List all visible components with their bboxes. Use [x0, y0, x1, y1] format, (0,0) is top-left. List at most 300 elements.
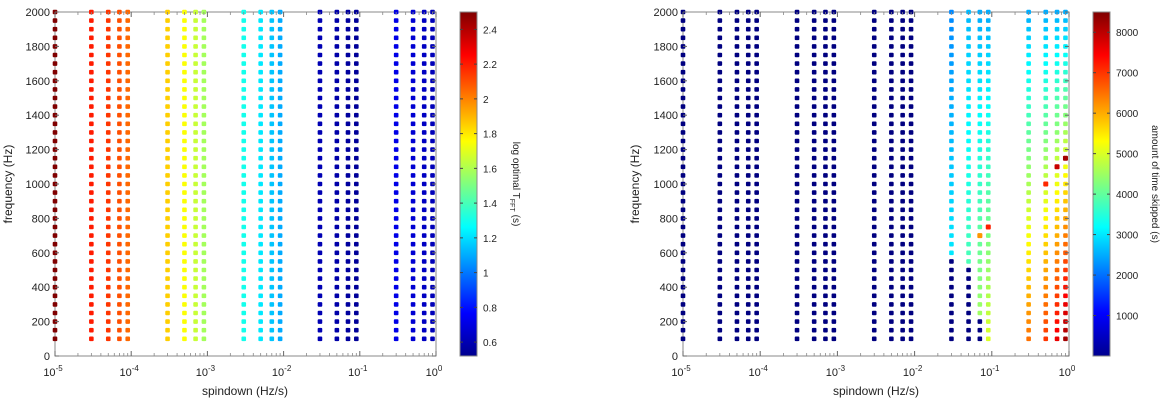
- scatter-point: [430, 139, 435, 144]
- scatter-point: [1055, 259, 1060, 264]
- scatter-point: [422, 328, 427, 333]
- scatter-point: [258, 259, 263, 264]
- scatter-point: [106, 294, 111, 299]
- scatter-point: [269, 337, 274, 342]
- scatter-point: [278, 233, 283, 238]
- scatter-point: [165, 79, 170, 84]
- chart-left-colorbar-tick-label: 1.6: [483, 164, 497, 176]
- scatter-point: [125, 96, 130, 101]
- scatter-point: [165, 87, 170, 92]
- scatter-point: [1026, 147, 1031, 152]
- scatter-point: [182, 96, 187, 101]
- scatter-point: [241, 61, 246, 66]
- scatter-point: [278, 225, 283, 230]
- scatter-point: [269, 242, 274, 247]
- scatter-point: [795, 18, 800, 23]
- scatter-point: [823, 113, 828, 118]
- scatter-point: [823, 294, 828, 299]
- scatter-point: [823, 268, 828, 273]
- scatter-point: [812, 259, 817, 264]
- chart-right-colorbar: [1093, 12, 1160, 356]
- scatter-point: [754, 276, 759, 281]
- scatter-point: [832, 139, 837, 144]
- scatter-point: [718, 36, 723, 41]
- scatter-point: [335, 216, 340, 221]
- scatter-point: [318, 216, 323, 221]
- scatter-point: [900, 233, 905, 238]
- scatter-point: [394, 96, 399, 101]
- scatter-point: [394, 113, 399, 118]
- scatter-point: [202, 173, 207, 178]
- scatter-point: [900, 276, 905, 281]
- scatter-point: [202, 225, 207, 230]
- scatter-point: [889, 276, 894, 281]
- scatter-point: [900, 61, 905, 66]
- scatter-point: [1055, 53, 1060, 58]
- scatter-point: [354, 319, 359, 324]
- scatter-point: [182, 294, 187, 299]
- scatter-point: [269, 87, 274, 92]
- scatter-point: [202, 44, 207, 49]
- scatter-point: [1055, 36, 1060, 41]
- chart-left-y-tick-label: 600: [31, 247, 50, 260]
- scatter-point: [318, 199, 323, 204]
- scatter-point: [411, 311, 416, 316]
- scatter-point: [335, 44, 340, 49]
- chart-left-x-tick-label: $10^{-3}$: [195, 364, 216, 379]
- scatter-point: [795, 319, 800, 324]
- scatter-point: [1043, 225, 1048, 230]
- scatter-point: [718, 311, 723, 316]
- scatter-point: [718, 53, 723, 58]
- scatter-point: [106, 259, 111, 264]
- scatter-point: [735, 242, 740, 247]
- scatter-point: [754, 302, 759, 307]
- scatter-point: [430, 199, 435, 204]
- scatter-point: [165, 104, 170, 109]
- scatter-point: [1026, 251, 1031, 256]
- scatter-point: [318, 251, 323, 256]
- scatter-point: [165, 122, 170, 127]
- scatter-point: [1026, 104, 1031, 109]
- scatter-point: [735, 225, 740, 230]
- scatter-point: [681, 302, 686, 307]
- scatter-point: [394, 44, 399, 49]
- scatter-point: [986, 122, 991, 127]
- scatter-point: [117, 36, 122, 41]
- scatter-point: [978, 208, 983, 213]
- scatter-point: [430, 122, 435, 127]
- scatter-point: [53, 242, 58, 247]
- scatter-point: [872, 156, 877, 161]
- scatter-point: [318, 122, 323, 127]
- scatter-point: [1055, 311, 1060, 316]
- scatter-point: [106, 147, 111, 152]
- scatter-point: [1043, 259, 1048, 264]
- scatter-point: [1055, 44, 1060, 49]
- scatter-point: [53, 61, 58, 66]
- scatter-point: [165, 319, 170, 324]
- scatter-point: [278, 328, 283, 333]
- scatter-point: [89, 113, 94, 118]
- scatter-point: [430, 302, 435, 307]
- scatter-point: [823, 199, 828, 204]
- scatter-point: [966, 268, 971, 273]
- scatter-point: [193, 173, 198, 178]
- scatter-point: [241, 225, 246, 230]
- scatter-point: [754, 122, 759, 127]
- scatter-point: [832, 276, 837, 281]
- scatter-point: [53, 233, 58, 238]
- scatter-point: [735, 165, 740, 170]
- scatter-point: [430, 36, 435, 41]
- scatter-point: [1063, 294, 1068, 299]
- scatter-point: [106, 225, 111, 230]
- scatter-point: [949, 79, 954, 84]
- chart-right-colorbar-gradient: [1093, 12, 1110, 356]
- scatter-point: [1026, 285, 1031, 290]
- scatter-point: [1026, 113, 1031, 118]
- scatter-point: [117, 208, 122, 213]
- scatter-point: [318, 285, 323, 290]
- scatter-point: [394, 208, 399, 213]
- scatter-point: [966, 319, 971, 324]
- chart-right-colorbar-tick-label: 4000: [1116, 190, 1139, 202]
- scatter-point: [986, 104, 991, 109]
- scatter-point: [978, 319, 983, 324]
- scatter-point: [202, 216, 207, 221]
- scatter-point: [258, 225, 263, 230]
- scatter-point: [278, 61, 283, 66]
- scatter-point: [269, 53, 274, 58]
- scatter-point: [318, 113, 323, 118]
- scatter-point: [53, 130, 58, 135]
- scatter-point: [346, 268, 351, 273]
- scatter-point: [1063, 302, 1068, 307]
- scatter-point: [278, 156, 283, 161]
- scatter-point-outlier: [1063, 156, 1068, 161]
- scatter-point: [182, 311, 187, 316]
- scatter-point: [746, 328, 751, 333]
- scatter-point: [89, 104, 94, 109]
- scatter-point: [125, 79, 130, 84]
- scatter-point: [346, 251, 351, 256]
- scatter-point: [318, 156, 323, 161]
- scatter-point: [949, 173, 954, 178]
- scatter-point: [354, 233, 359, 238]
- scatter-point: [278, 165, 283, 170]
- scatter-point: [900, 328, 905, 333]
- scatter-point: [193, 259, 198, 264]
- chart-right-y-tick-label: 200: [659, 316, 678, 329]
- scatter-point: [411, 104, 416, 109]
- scatter-point: [106, 199, 111, 204]
- scatter-point: [335, 130, 340, 135]
- scatter-point: [53, 173, 58, 178]
- scatter-point: [1043, 216, 1048, 221]
- scatter-point: [978, 276, 983, 281]
- scatter-point: [986, 302, 991, 307]
- scatter-point: [966, 165, 971, 170]
- scatter-point: [125, 173, 130, 178]
- scatter-point: [735, 79, 740, 84]
- scatter-point: [241, 182, 246, 187]
- scatter-point: [1026, 242, 1031, 247]
- scatter-point: [986, 251, 991, 256]
- scatter-point: [346, 70, 351, 75]
- scatter-point: [978, 130, 983, 135]
- scatter-point: [165, 216, 170, 221]
- scatter-point: [411, 27, 416, 32]
- scatter-point: [909, 208, 914, 213]
- scatter-point: [117, 285, 122, 290]
- scatter-point: [89, 182, 94, 187]
- scatter-point: [889, 302, 894, 307]
- chart-right-colorbar-tick-label: 3000: [1116, 230, 1139, 242]
- scatter-point: [241, 276, 246, 281]
- scatter-point: [117, 199, 122, 204]
- scatter-point: [411, 337, 416, 342]
- scatter-point: [53, 87, 58, 92]
- scatter-point: [202, 130, 207, 135]
- scatter-point: [422, 251, 427, 256]
- scatter-point: [986, 96, 991, 101]
- scatter-point: [53, 199, 58, 204]
- scatter-point: [872, 208, 877, 213]
- scatter-point: [193, 268, 198, 273]
- scatter-point: [900, 104, 905, 109]
- chart-left-x-tick-label: $10^{-2}$: [271, 364, 292, 379]
- scatter-point: [346, 165, 351, 170]
- scatter-point: [125, 328, 130, 333]
- scatter-point: [125, 216, 130, 221]
- scatter-point: [430, 87, 435, 92]
- scatter-point: [986, 190, 991, 195]
- scatter-point: [193, 113, 198, 118]
- scatter-point: [900, 251, 905, 256]
- scatter-point: [1043, 70, 1048, 75]
- scatter-point: [1043, 233, 1048, 238]
- scatter-point: [125, 302, 130, 307]
- scatter-point: [718, 259, 723, 264]
- scatter-point: [165, 96, 170, 101]
- scatter-point: [422, 113, 427, 118]
- scatter-point: [106, 27, 111, 32]
- scatter-point: [812, 165, 817, 170]
- scatter-point: [900, 122, 905, 127]
- chart-left-y-tick-label: 1000: [25, 179, 50, 191]
- scatter-point: [241, 319, 246, 324]
- scatter-point: [354, 276, 359, 281]
- scatter-point: [1063, 173, 1068, 178]
- scatter-point: [411, 70, 416, 75]
- scatter-point: [430, 53, 435, 58]
- scatter-point: [1055, 294, 1060, 299]
- scatter-point: [832, 79, 837, 84]
- scatter-point: [832, 182, 837, 187]
- scatter-point: [978, 225, 983, 230]
- scatter-point: [754, 113, 759, 118]
- scatter-point: [900, 216, 905, 221]
- scatter-point: [193, 18, 198, 23]
- scatter-point: [909, 182, 914, 187]
- scatter-point-outlier: [1043, 182, 1048, 187]
- scatter-point: [1043, 79, 1048, 84]
- scatter-point: [411, 328, 416, 333]
- scatter-point: [202, 294, 207, 299]
- scatter-point: [966, 53, 971, 58]
- scatter-point: [346, 225, 351, 230]
- scatter-point: [978, 61, 983, 66]
- chart-right-x-tick-label: $10^0$: [1058, 364, 1076, 379]
- scatter-point: [795, 242, 800, 247]
- scatter-point: [89, 225, 94, 230]
- scatter-point: [422, 225, 427, 230]
- scatter-point: [746, 130, 751, 135]
- scatter-point: [394, 61, 399, 66]
- scatter-point: [241, 302, 246, 307]
- scatter-point: [978, 18, 983, 23]
- scatter-point: [89, 259, 94, 264]
- scatter-point: [735, 122, 740, 127]
- chart-right-colorbar-tick-label: 5000: [1116, 149, 1139, 161]
- scatter-point: [681, 268, 686, 273]
- scatter-point: [735, 233, 740, 238]
- scatter-point: [812, 87, 817, 92]
- scatter-point: [182, 70, 187, 75]
- scatter-point: [53, 225, 58, 230]
- scatter-point: [318, 87, 323, 92]
- scatter-point: [89, 79, 94, 84]
- chart-right-y-label: frequency (Hz): [628, 144, 642, 224]
- scatter-point: [872, 199, 877, 204]
- scatter-point: [754, 199, 759, 204]
- chart-left-y-tick-label: 1800: [25, 41, 50, 54]
- scatter-point: [394, 79, 399, 84]
- scatter-point: [746, 79, 751, 84]
- scatter-point: [889, 87, 894, 92]
- scatter-point: [900, 259, 905, 264]
- scatter-point: [872, 276, 877, 281]
- scatter-point: [202, 319, 207, 324]
- scatter-point: [754, 104, 759, 109]
- scatter-point: [258, 208, 263, 213]
- scatter-point: [241, 113, 246, 118]
- scatter-point: [1043, 190, 1048, 195]
- scatter-point: [681, 173, 686, 178]
- scatter-point: [335, 70, 340, 75]
- scatter-point: [718, 104, 723, 109]
- scatter-point: [900, 130, 905, 135]
- scatter-point: [823, 225, 828, 230]
- scatter-point: [900, 36, 905, 41]
- scatter-point: [278, 44, 283, 49]
- scatter-point: [278, 216, 283, 221]
- scatter-point: [335, 96, 340, 101]
- scatter-point: [795, 96, 800, 101]
- chart-left: [1, 7, 521, 398]
- scatter-point: [735, 173, 740, 178]
- scatter-point: [966, 156, 971, 161]
- scatter-point: [117, 337, 122, 342]
- scatter-point: [278, 53, 283, 58]
- scatter-point: [812, 216, 817, 221]
- scatter-point: [872, 216, 877, 221]
- scatter-point: [1043, 156, 1048, 161]
- scatter-point: [411, 139, 416, 144]
- scatter-point: [269, 328, 274, 333]
- scatter-point: [125, 113, 130, 118]
- chart-right-colorbar-tick-label: 8000: [1116, 28, 1139, 40]
- scatter-point: [125, 44, 130, 49]
- scatter-point: [411, 61, 416, 66]
- scatter-point: [182, 268, 187, 273]
- scatter-point: [125, 27, 130, 32]
- scatter-point: [258, 147, 263, 152]
- scatter-point: [795, 233, 800, 238]
- scatter-point: [1026, 337, 1031, 342]
- scatter-point: [986, 139, 991, 144]
- scatter-point: [909, 294, 914, 299]
- scatter-point: [422, 294, 427, 299]
- scatter-point: [269, 319, 274, 324]
- scatter-point: [193, 276, 198, 281]
- scatter-point: [258, 182, 263, 187]
- scatter-point: [754, 44, 759, 49]
- scatter-point: [53, 302, 58, 307]
- scatter-point: [718, 61, 723, 66]
- scatter-point: [335, 242, 340, 247]
- scatter-point: [1055, 190, 1060, 195]
- scatter-point: [823, 173, 828, 178]
- scatter-point: [949, 199, 954, 204]
- scatter-point: [165, 302, 170, 307]
- scatter-point: [318, 208, 323, 213]
- scatter-point: [900, 190, 905, 195]
- scatter-point: [812, 156, 817, 161]
- scatter-point: [1063, 311, 1068, 316]
- scatter-point: [1043, 139, 1048, 144]
- scatter-point: [986, 276, 991, 281]
- scatter-point: [202, 337, 207, 342]
- scatter-point: [354, 27, 359, 32]
- scatter-point: [889, 36, 894, 41]
- scatter-point: [812, 337, 817, 342]
- scatter-point: [346, 311, 351, 316]
- scatter-point: [258, 268, 263, 273]
- scatter-point: [966, 285, 971, 290]
- scatter-point: [165, 70, 170, 75]
- scatter-point: [269, 225, 274, 230]
- scatter-point: [269, 27, 274, 32]
- scatter-point: [125, 311, 130, 316]
- scatter-point: [182, 27, 187, 32]
- scatter-point: [1026, 328, 1031, 333]
- scatter-point: [165, 276, 170, 281]
- scatter-point: [269, 165, 274, 170]
- chart-left-colorbar-label: [508, 142, 521, 227]
- scatter-point: [795, 190, 800, 195]
- scatter-point: [872, 61, 877, 66]
- scatter-point: [346, 216, 351, 221]
- scatter-point: [165, 268, 170, 273]
- scatter-point: [394, 251, 399, 256]
- scatter-point: [735, 96, 740, 101]
- scatter-point: [795, 122, 800, 127]
- scatter-point: [746, 104, 751, 109]
- scatter-point: [754, 173, 759, 178]
- scatter-point: [1026, 70, 1031, 75]
